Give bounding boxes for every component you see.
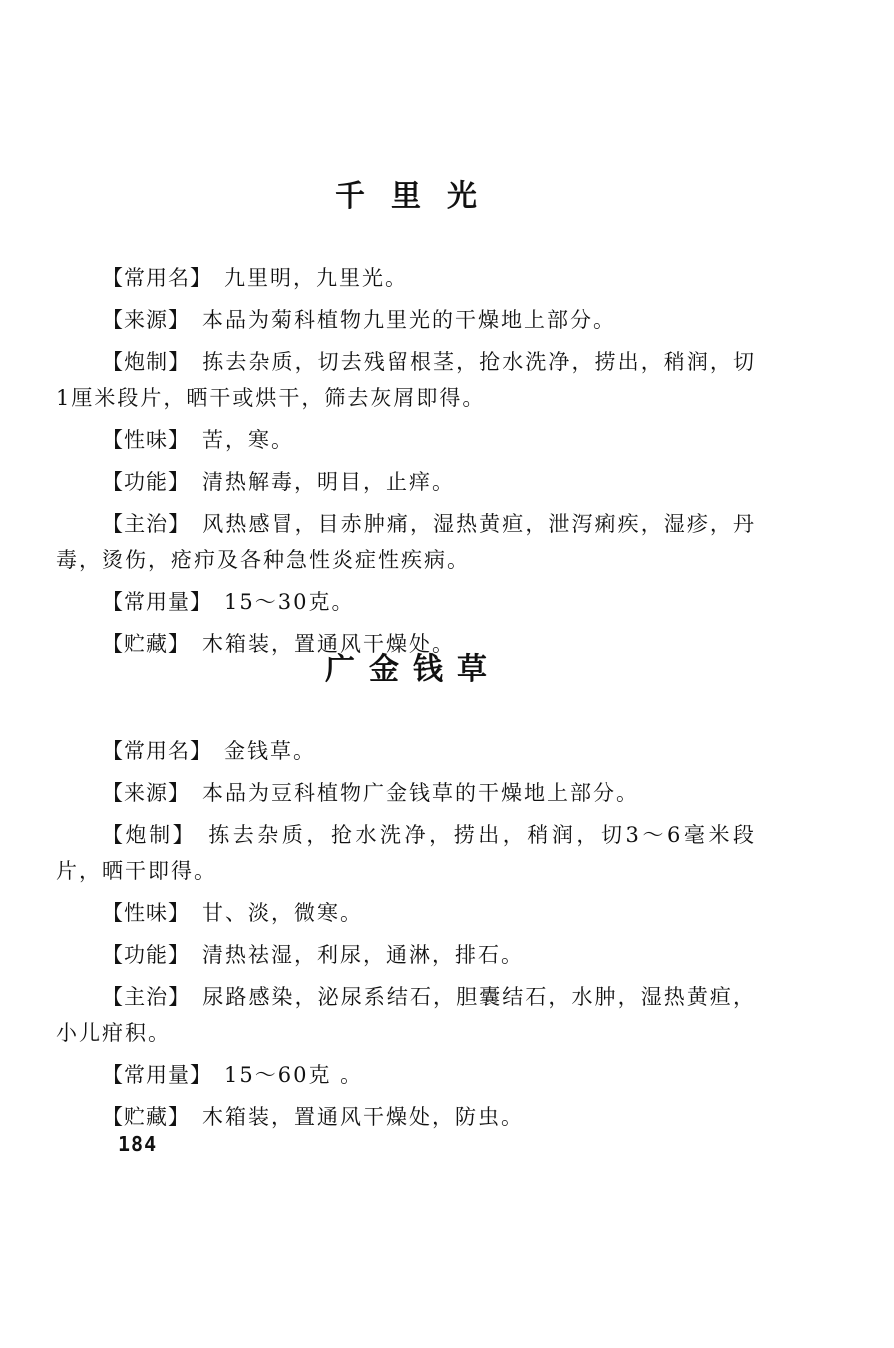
field-value: 甘、淡，微寒。	[202, 901, 363, 925]
field-value: 清热祛湿，利尿，通淋，排石。	[202, 943, 524, 967]
field-label: 【炮制】	[102, 823, 197, 847]
field-function	[56, 937, 756, 973]
field-value: 本品为菊科植物九里光的干燥地上部分。	[202, 308, 616, 332]
field-value: 清热解毒，明目，止痒。	[202, 470, 455, 494]
field-taste	[56, 895, 756, 931]
field-value: 木箱装，置通风干燥处。	[202, 632, 455, 656]
field-value: 九里明，九里光。	[224, 266, 408, 290]
field-label: 【来源】	[102, 308, 190, 332]
field-value: 尿路感染，泌尿系结石，胆囊结石，水肿，湿热黄疸，小儿疳积。	[56, 985, 756, 1045]
entry-qianliguang	[56, 172, 756, 668]
field-value: 15～60克 。	[224, 1063, 364, 1087]
entry-title: 广金钱草	[325, 652, 501, 687]
field-label: 【性味】	[102, 428, 190, 452]
field-source	[56, 775, 756, 811]
field-value: 木箱装，置通风干燥处，防虫。	[202, 1105, 524, 1129]
field-label: 【功能】	[102, 470, 190, 494]
field-label: 【常用名】	[102, 739, 212, 763]
field-dosage	[56, 1057, 756, 1093]
field-value: 金钱草。	[224, 739, 316, 763]
field-function	[56, 464, 756, 500]
field-source	[56, 302, 756, 338]
field-dosage	[56, 584, 756, 620]
field-value: 苦，寒。	[202, 428, 294, 452]
field-processing	[56, 344, 756, 416]
field-label: 【主治】	[102, 985, 191, 1009]
field-value: 拣去杂质，切去残留根茎，抢水洗净，捞出，稍润，切1厘米段片，晒干或烘干，筛去灰屑即得。	[56, 350, 756, 410]
field-taste	[56, 422, 756, 458]
field-value: 风热感冒，目赤肿痛，湿热黄疸，泄泻痢疾，湿疹，丹毒，烫伤，疮疖及各种急性炎症性疾病。	[56, 512, 756, 572]
field-label: 【常用量】	[102, 1063, 212, 1087]
field-storage	[56, 1099, 756, 1135]
entry-guangjinqiancao	[56, 645, 756, 1141]
field-processing	[56, 817, 756, 889]
field-label: 【炮制】	[102, 350, 191, 374]
field-value: 15～30克。	[224, 590, 355, 614]
field-label: 【性味】	[102, 901, 190, 925]
field-value: 拣去杂质，抢水洗净，捞出，稍润，切3～6毫米段片，晒干即得。	[56, 823, 756, 883]
field-label: 【来源】	[102, 781, 190, 805]
field-label: 【主治】	[102, 512, 191, 536]
page-number: 184	[118, 1132, 158, 1156]
field-indications	[56, 979, 756, 1051]
entry-title: 千里光	[335, 179, 503, 214]
field-indications	[56, 506, 756, 578]
field-common-name	[56, 260, 756, 296]
field-label: 【常用名】	[102, 266, 212, 290]
field-common-name	[56, 733, 756, 769]
field-value: 本品为豆科植物广金钱草的干燥地上部分。	[202, 781, 639, 805]
field-label: 【常用量】	[102, 590, 212, 614]
field-label: 【贮藏】	[102, 1105, 190, 1129]
field-label: 【贮藏】	[102, 632, 190, 656]
field-label: 【功能】	[102, 943, 190, 967]
